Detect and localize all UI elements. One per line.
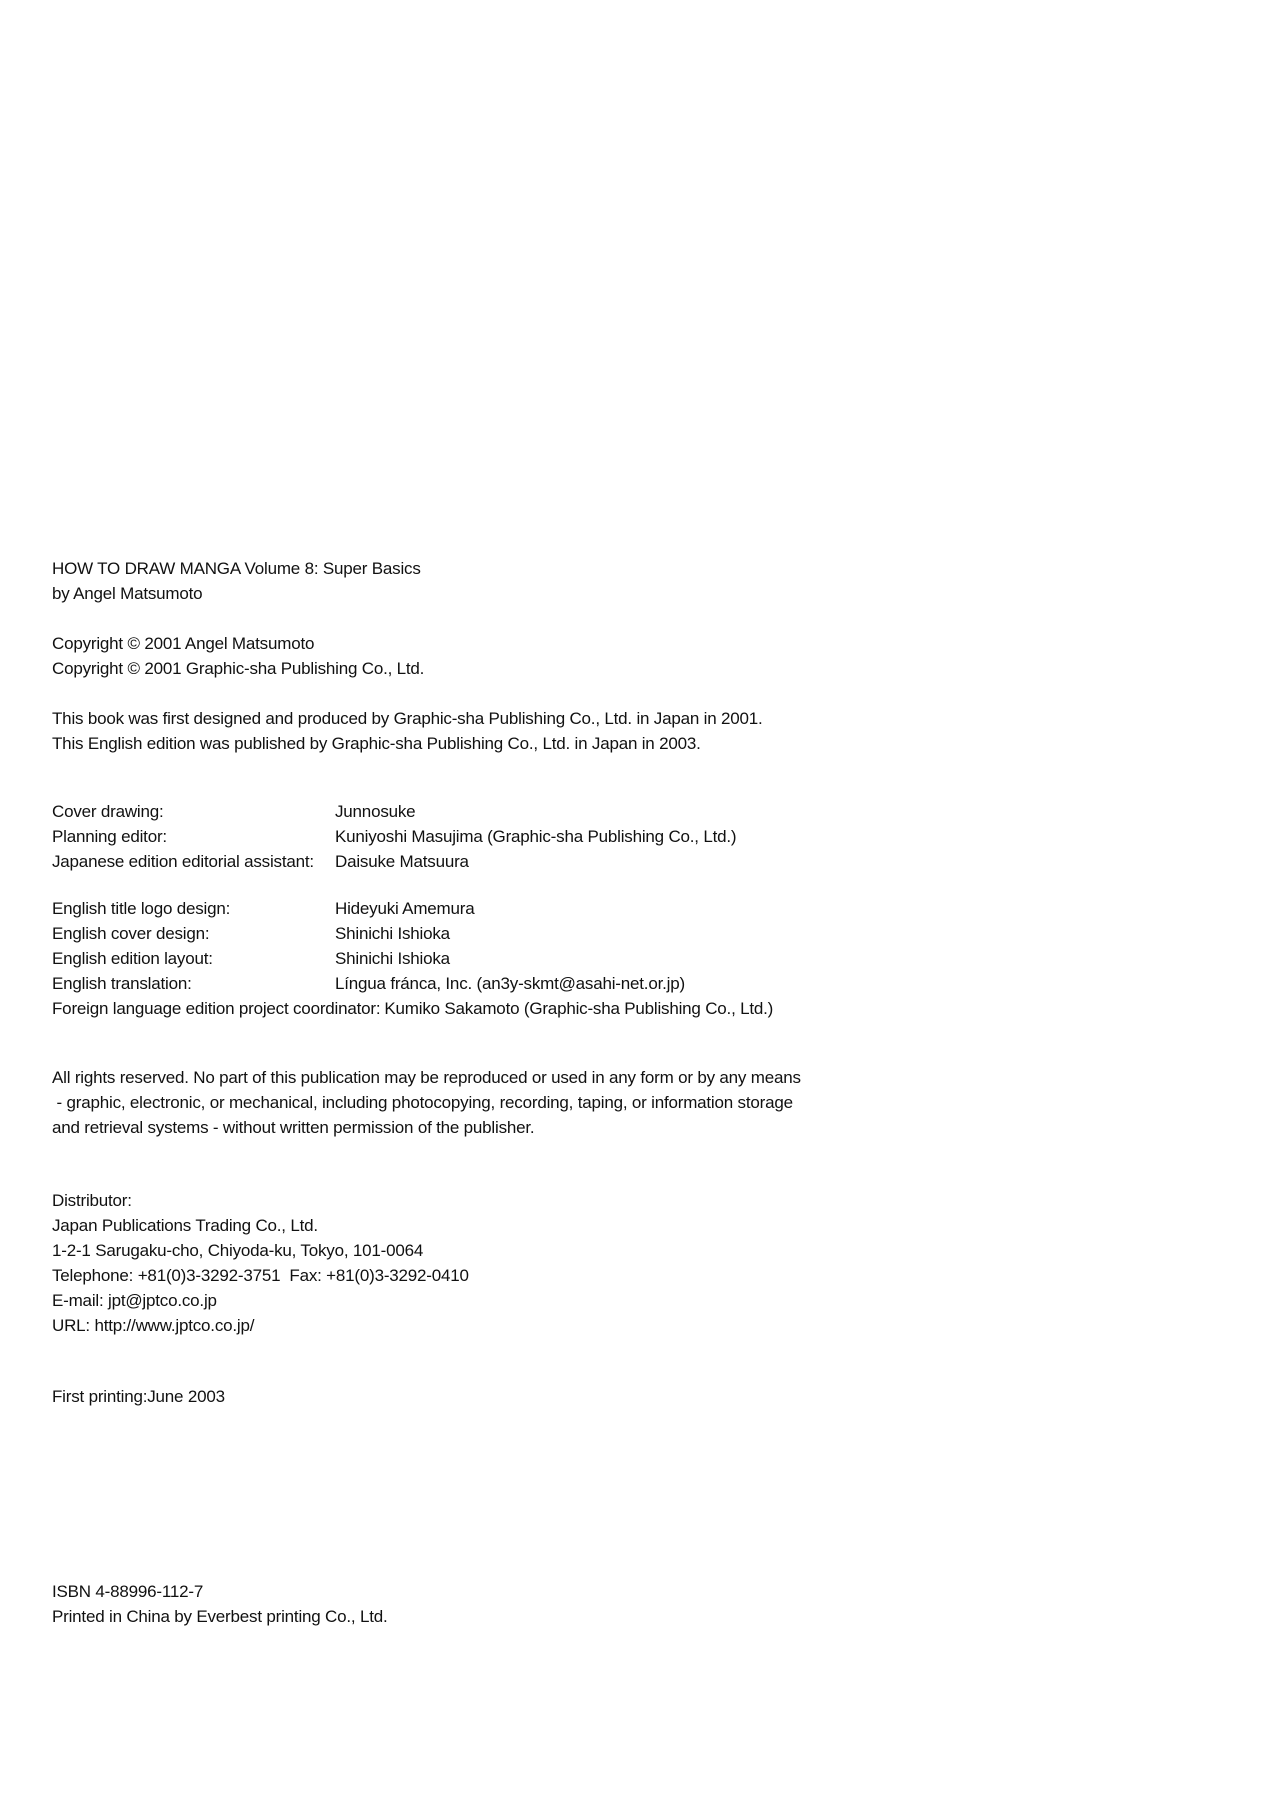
distributor-line: E-mail: jpt@jptco.co.jp — [52, 1291, 217, 1310]
credit-row — [52, 799, 1052, 824]
rights-line: All rights reserved. No part of this publication may be reproduced or used in any form or by any means — [52, 1068, 801, 1087]
copyright-block — [52, 631, 1052, 681]
rights-line: and retrieval systems - without written permission of the publisher. — [52, 1118, 535, 1137]
credit-value: Kuniyoshi Masujima (Graphic-sha Publishing Co., Ltd.) — [335, 827, 737, 846]
credit-label: English title logo design: — [52, 899, 231, 918]
book-author: by Angel Matsumoto — [52, 584, 203, 603]
rights-line: - graphic, electronic, or mechanical, including photocopying, recording, taping, or information storage — [52, 1093, 793, 1112]
distributor-block — [52, 1188, 1052, 1338]
credit-value: Hideyuki Amemura — [335, 899, 475, 918]
copyright-line: Copyright © 2001 Graphic-sha Publishing Co., Ltd. — [52, 659, 425, 678]
credit-value: Shinichi Ishioka — [335, 949, 450, 968]
credit-label: Cover drawing: — [52, 802, 164, 821]
colophon-page — [52, 556, 1052, 1629]
credit-row — [52, 896, 1052, 921]
rights-block — [52, 1065, 1052, 1140]
credit-label: English cover design: — [52, 924, 210, 943]
credit-label: Planning editor: — [52, 827, 167, 846]
edition-notes-block — [52, 706, 1052, 756]
distributor-line: URL: http://www.jptco.co.jp/ — [52, 1316, 255, 1335]
credit-value: Kumiko Sakamoto (Graphic-sha Publishing Co., Ltd.) — [384, 999, 774, 1018]
credit-row — [52, 824, 1052, 849]
credits-english-block — [52, 896, 1052, 1021]
distributor-heading: Distributor: — [52, 1191, 132, 1210]
title-block — [52, 556, 1052, 606]
printer: Printed in China by Everbest printing Co., Ltd. — [52, 1607, 388, 1626]
distributor-line: Japan Publications Trading Co., Ltd. — [52, 1216, 318, 1235]
footer-block — [52, 1579, 1052, 1629]
first-printing: First printing:June 2003 — [52, 1387, 225, 1406]
edition-note: This English edition was published by Graphic-sha Publishing Co., Ltd. in Japan in 2003. — [52, 734, 701, 753]
credit-label: English translation: — [52, 974, 192, 993]
credit-label: Japanese edition editorial assistant: — [52, 852, 314, 871]
credits-japanese-block — [52, 799, 1052, 874]
book-title: HOW TO DRAW MANGA Volume 8: Super Basics — [52, 559, 421, 578]
credit-value: Língua fránca, Inc. (an3y-skmt@asahi-net.or.jp) — [335, 974, 685, 993]
credit-row — [52, 849, 1052, 874]
credit-value: Shinichi Ishioka — [335, 924, 450, 943]
credit-row — [52, 996, 1052, 1021]
edition-note: This book was first designed and produced by Graphic-sha Publishing Co., Ltd. in Japan in 2001. — [52, 709, 763, 728]
credit-row — [52, 946, 1052, 971]
credit-value: Junnosuke — [335, 802, 416, 821]
credit-label: English edition layout: — [52, 949, 213, 968]
credit-row — [52, 921, 1052, 946]
credit-label: Foreign language edition project coordinator: — [52, 999, 381, 1018]
credit-value: Daisuke Matsuura — [335, 852, 469, 871]
credit-row — [52, 971, 1052, 996]
copyright-line: Copyright © 2001 Angel Matsumoto — [52, 634, 315, 653]
isbn: ISBN 4-88996-112-7 — [52, 1582, 204, 1601]
distributor-line: 1-2-1 Sarugaku-cho, Chiyoda-ku, Tokyo, 101-0064 — [52, 1241, 424, 1260]
printing-block — [52, 1384, 1052, 1409]
distributor-line: Telephone: +81(0)3-3292-3751 Fax: +81(0)3-3292-0410 — [52, 1266, 469, 1285]
